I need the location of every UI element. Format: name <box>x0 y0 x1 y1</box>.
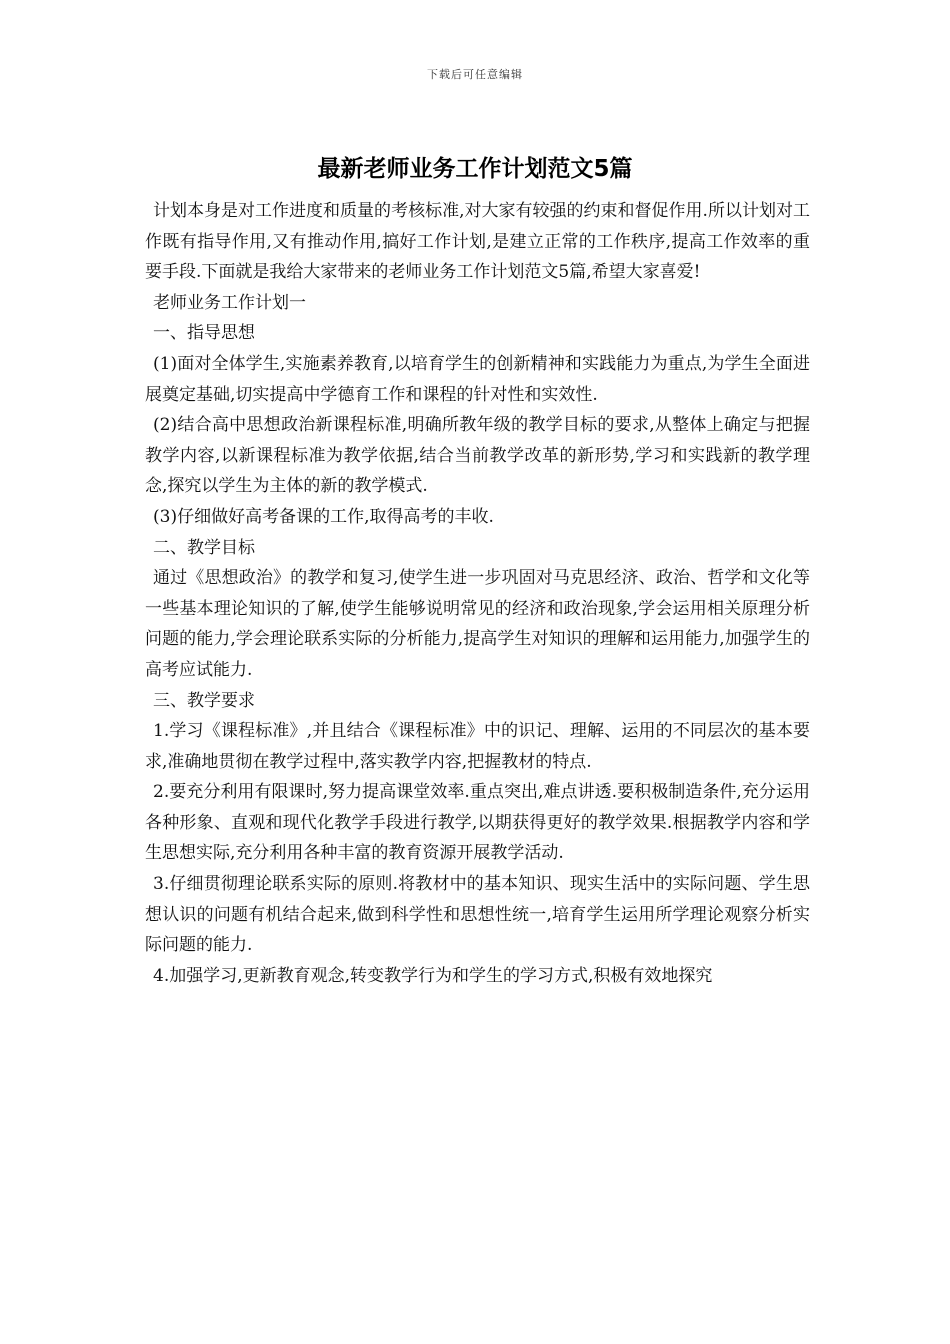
paragraph-guiding-3: (3)仔细做好高考备课的工作,取得高考的丰收. <box>153 506 494 527</box>
paragraph-requirement-1: 1.学习《课程标准》,并且结合《课程标准》中的识记、理解、运用的不同层次的基本要求,准确地贯彻在教学过程中,落实教学内容,把握教材的特点. <box>145 721 810 772</box>
paragraph-requirement-3: 3.仔细贯彻理论联系实际的原则.将教材中的基本知识、现实生活中的实际问题、学生思想认识的问题有机结合起来,做到科学性和思想性统一,培育学生运用所学理论观察分析实际问题的能力. <box>145 874 810 956</box>
intro-paragraph: 计划本身是对工作进度和质量的考核标准,对大家有较强的约束和督促作用.所以计划对工作既有指导作用,又有推动作用,搞好工作计划,是建立正常的工作秩序,提高工作效率的重要手段.下面就是我给大家带来的老师业务工作计划范文5篇,希望大家喜爱! <box>145 201 810 283</box>
document-title: 最新老师业务工作计划范文5篇 <box>317 156 633 182</box>
section-heading-teaching-goals: 二、教学目标 <box>153 537 255 558</box>
paragraph-requirement-2: 2.要充分利用有限课时,努力提高课堂效率.重点突出,难点讲透.要积极制造条件,充分运用各种形象、直观和现代化教学手段进行教学,以期获得更好的教学效果.根据教学内容和学生思想实际,充分利用各种丰富的教育资源开展教学活动. <box>145 782 810 864</box>
section-heading-plan-one: 老师业务工作计划一 <box>153 292 306 313</box>
section-heading-teaching-requirements: 三、教学要求 <box>153 690 255 711</box>
paragraph-requirement-4: 4.加强学习,更新教育观念,转变教学行为和学生的学习方式,积极有效地探究 <box>153 965 713 986</box>
paragraph-guiding-1: (1)面对全体学生,实施素养教育,以培育学生的创新精神和实践能力为重点,为学生全面进展奠定基础,切实提高中学德育工作和课程的针对性和实效性. <box>145 353 810 405</box>
paragraph-guiding-2: (2)结合高中思想政治新课程标准,明确所教年级的教学目标的要求,从整体上确定与把握教学内容,以新课程标准为教学依据,结合当前教学改革的新形势,学习和实践新的教学理念,探究以学生为主体的新的教学模式. <box>145 415 810 497</box>
section-heading-guiding-thought: 一、指导思想 <box>153 323 255 344</box>
header-note: 下载后可任意编辑 <box>427 68 523 81</box>
document-body <box>145 196 810 991</box>
paragraph-teaching-goals: 通过《思想政治》的教学和复习,使学生进一步巩固对马克思经济、政治、哲学和文化等一些基本理论知识的了解,使学生能够说明常见的经济和政治现象,学会运用相关原理分析问题的能力,学会理论联系实际的分析能力,提高学生对知识的理解和运用能力,加强学生的高考应试能力. <box>145 568 810 680</box>
